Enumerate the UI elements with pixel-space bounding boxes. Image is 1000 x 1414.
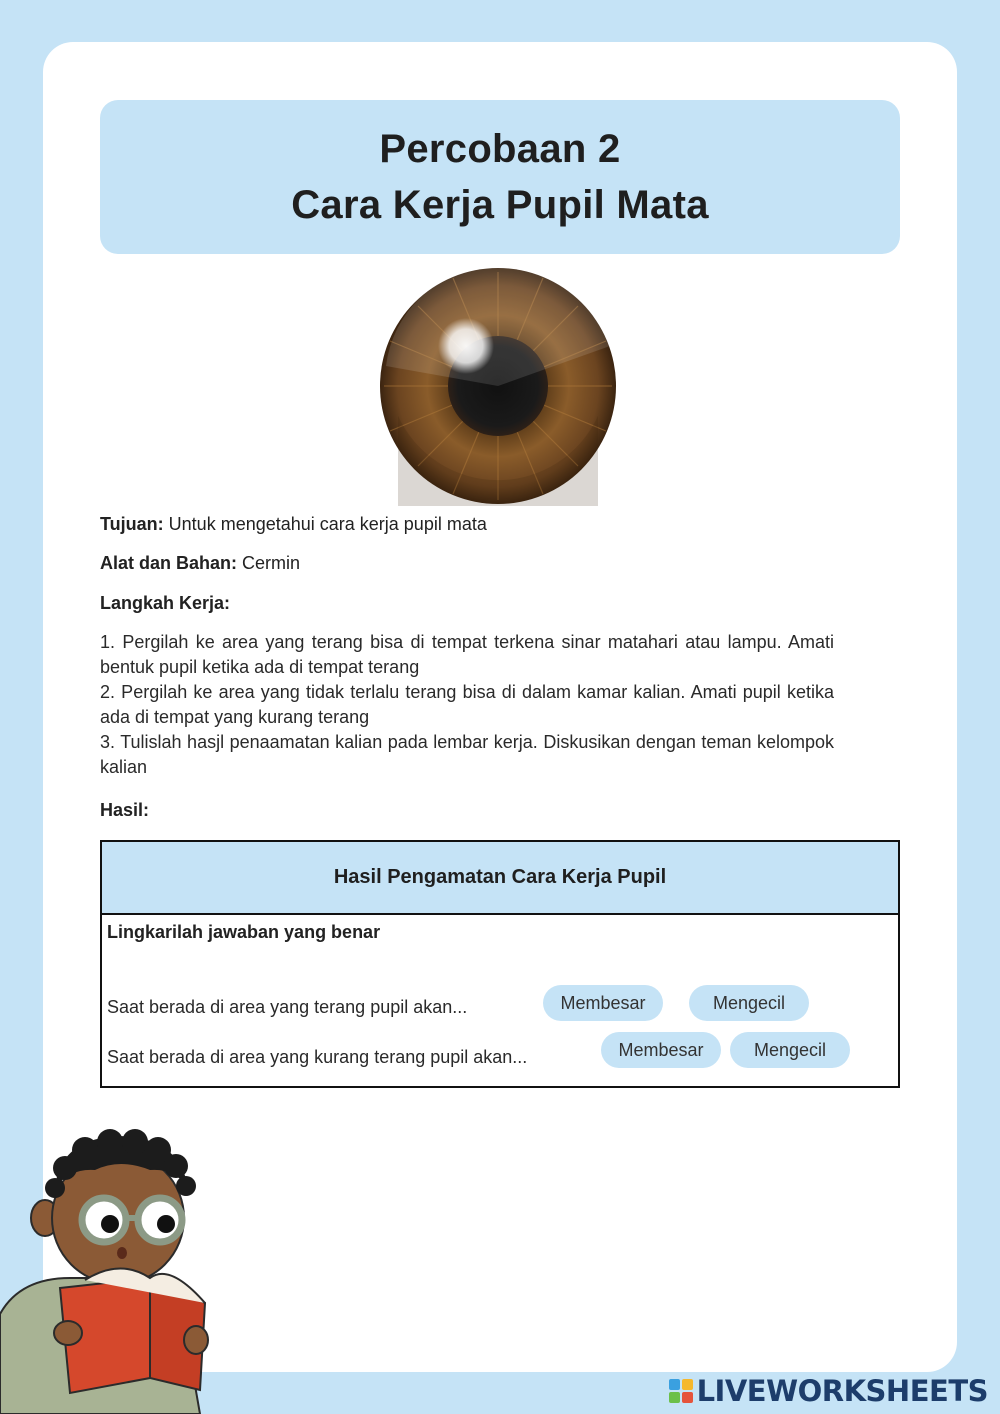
step-1: 1. Pergilah ke area yang terang bisa di tempat terkena sinar matahari atau lampu. Amati bentuk pupil ketika ada di tempat terang (100, 632, 834, 677)
liveworksheets-brand (669, 1373, 988, 1409)
title-line-2: Cara Kerja Pupil Mata (291, 183, 709, 227)
eye-iris-image (378, 266, 618, 506)
results-table (100, 840, 900, 1088)
q2-option-mengecil[interactable]: Mengecil (730, 1032, 850, 1068)
q1-option-mengecil[interactable]: Mengecil (689, 985, 809, 1021)
step-3: 3. Tulislah hasjl penaamatan kalian pada lembar kerja. Diskusikan dengan teman kelompok kalian (100, 732, 834, 777)
q1-option-membesar[interactable]: Membesar (543, 985, 663, 1021)
title-banner (100, 100, 900, 254)
tujuan-line (100, 512, 487, 537)
langkah-label: Langkah Kerja: (100, 593, 231, 613)
title-line-1: Percobaan 2 (379, 127, 621, 171)
langkah-heading (100, 591, 230, 616)
brand-text: LIVEWORKSHEETS (696, 1374, 988, 1408)
hasil-heading (100, 798, 149, 823)
alat-text: Cermin (242, 553, 301, 573)
results-instruction: Lingkarilah jawaban yang benar (107, 922, 381, 942)
reading-boy-illustration (0, 1128, 215, 1414)
hasil-label: Hasil: (100, 800, 150, 820)
step-2: 2. Pergilah ke area yang tidak terlalu terang bisa di dalam kamar kalian. Amati pupil ketika ada di tempat yang kurang terang (100, 682, 834, 727)
results-table-header: Hasil Pengamatan Cara Kerja Pupil (102, 842, 898, 915)
steps-list (100, 630, 834, 780)
tujuan-label: Tujuan: (100, 514, 164, 534)
alat-line (100, 551, 300, 576)
alat-label: Alat dan Bahan: (100, 553, 238, 573)
question-2: Saat berada di area yang kurang terang pupil akan... (107, 1047, 528, 1067)
q2-option-membesar[interactable]: Membesar (601, 1032, 721, 1068)
question-1: Saat berada di area yang terang pupil akan... (107, 997, 468, 1017)
liveworksheets-logo-icon (669, 1379, 693, 1403)
tujuan-text: Untuk mengetahui cara kerja pupil mata (168, 514, 487, 534)
